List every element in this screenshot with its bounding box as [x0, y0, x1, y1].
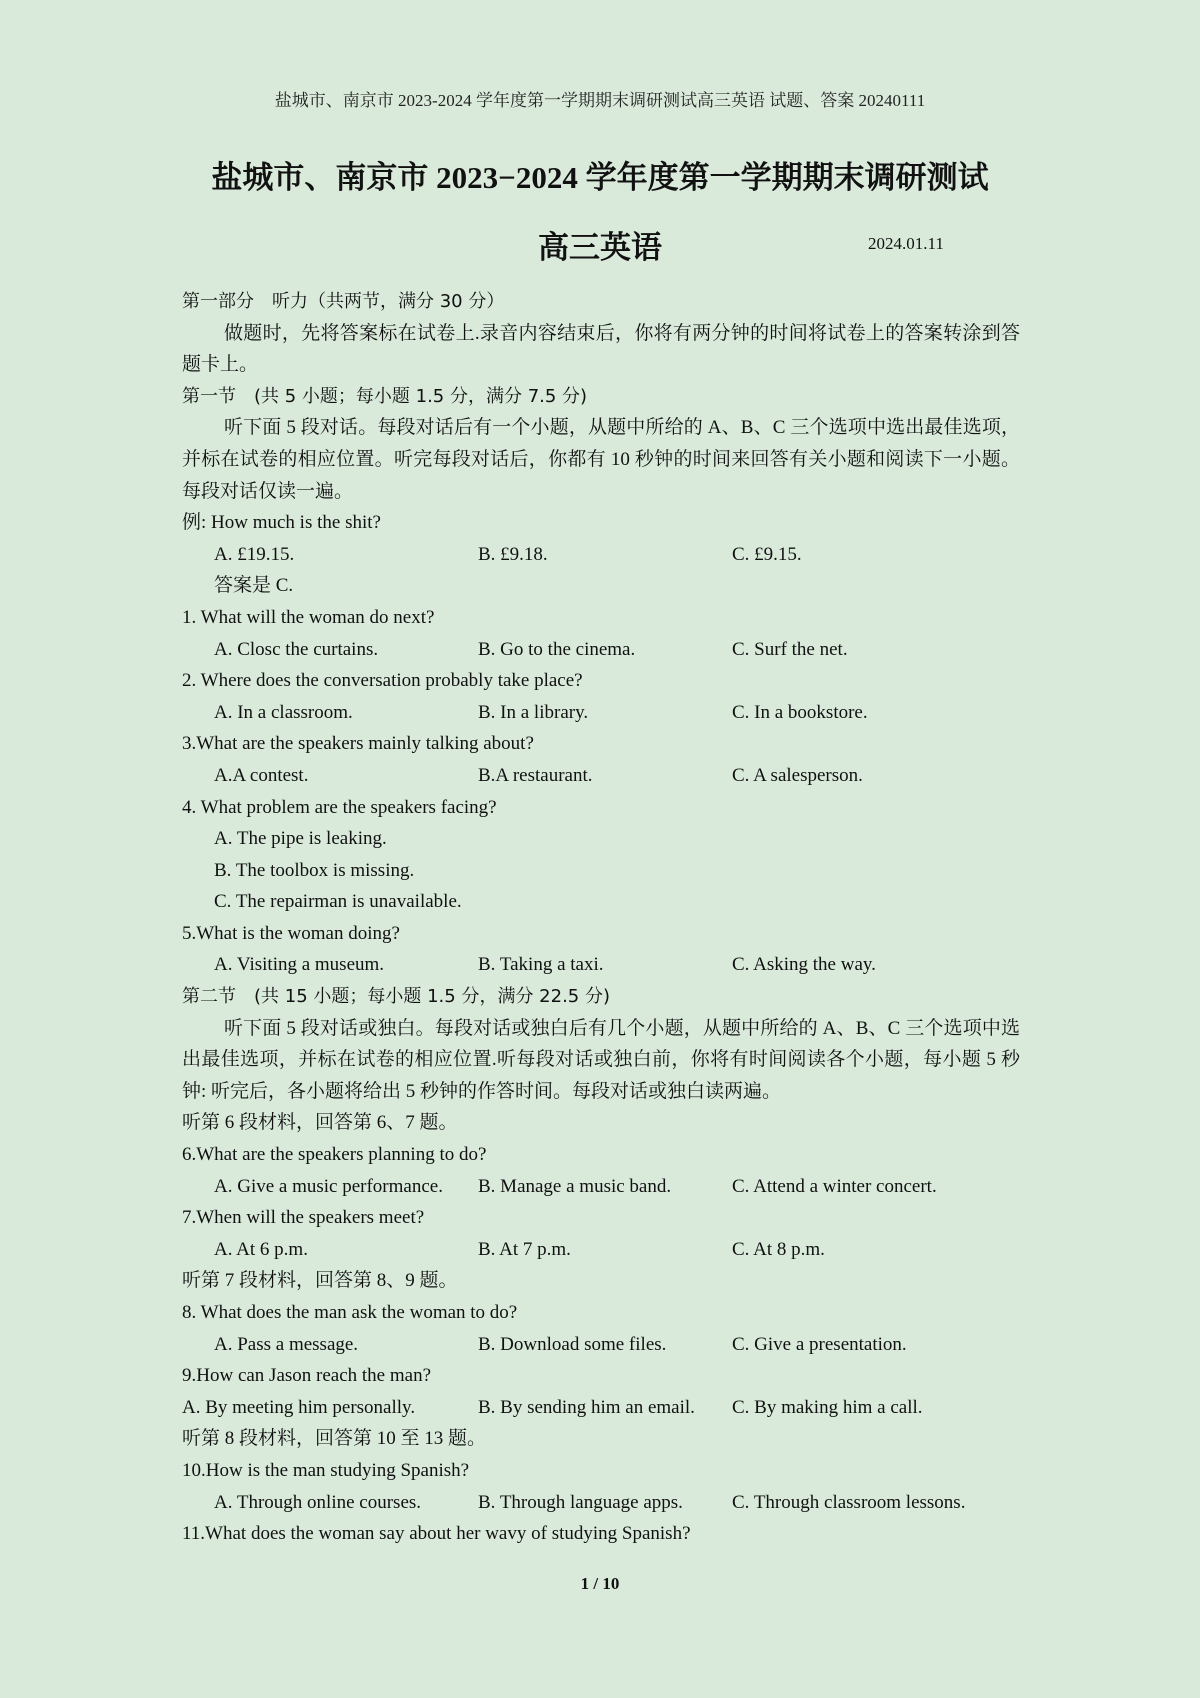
- running-header: 盐城市、南京市 2023-2024 学年度第一学期期末调研测试高三英语 试题、答案 20240111: [274, 91, 926, 110]
- question-3-options: [182, 760, 1020, 792]
- question-9: 9.How can Jason reach the man?: [182, 1365, 432, 1387]
- exam-date: 2024.01.11: [868, 234, 944, 253]
- option-b: B. Through language apps.: [478, 1491, 683, 1513]
- option-c: C. By making him a call.: [732, 1396, 923, 1418]
- question-7-options: [182, 1234, 1020, 1266]
- option-c: C. Surf the net.: [732, 638, 848, 660]
- question-1-options: [182, 634, 1020, 666]
- section2-instructions: 听下面 5 段对话或独白。每段对话或独白后有几个小题，从题中所给的 A、B、C 三个选项中选出最佳选项，并标在试卷的相应位置.听每段对话或独白前，你将有时间阅读各个小题，每小题 5 秒钟: 听完后，各小题将给出 5 秒钟的作答时间。每段对话或独白读两遍。: [182, 1017, 1020, 1102]
- option-b: B. Go to the cinema.: [478, 638, 636, 660]
- option-a: A. By meeting him personally.: [182, 1396, 416, 1418]
- question-8: 8. What does the man ask the woman to do?: [182, 1302, 518, 1323]
- exam-content: [182, 286, 1020, 1550]
- option-b: B. Taking a taxi.: [478, 954, 604, 976]
- question-6: 6.What are the speakers planning to do?: [182, 1144, 487, 1166]
- option-b: B. £9.18.: [478, 543, 548, 565]
- question-2: 2. Where does the conversation probably take place?: [182, 670, 583, 692]
- option-a: A. In a classroom.: [214, 701, 353, 723]
- option-b: B. In a library.: [478, 701, 589, 723]
- exam-subject: 高三英语: [538, 230, 662, 265]
- material-8-label: 听第 8 段材料，回答第 10 至 13 题。: [182, 1428, 487, 1450]
- section1-heading: 第一节 (共 5 小题；每小题 1.5 分，满分 7.5 分): [182, 385, 588, 407]
- question-11: 11.What does the woman say about her wavy of studying Spanish?: [182, 1523, 691, 1545]
- option-c: C. Through classroom lessons.: [732, 1491, 966, 1513]
- option-b: B. At 7 p.m.: [478, 1238, 571, 1260]
- section1-instructions: 听下面 5 段对话。每段对话后有一个小题，从题中所给的 A、B、C 三个选项中选出最佳选项，并标在试卷的相应位置。听完每段对话后，你都有 10 秒钟的时间来回答有关小题和阅读下一小题。每段对话仅读一遍。: [182, 417, 1020, 502]
- question-1: 1. What will the woman do next?: [182, 606, 435, 628]
- option-a: A.A contest.: [214, 764, 309, 786]
- option-c: C. In a bookstore.: [732, 701, 868, 723]
- option-a: A. Visiting a museum.: [214, 954, 385, 976]
- question-4: 4. What problem are the speakers facing?: [182, 796, 497, 818]
- question-10-options: [182, 1487, 1020, 1519]
- question-8-options: [182, 1329, 1020, 1361]
- question-3: 3.What are the speakers mainly talking about?: [182, 733, 534, 755]
- material-6-label: 听第 6 段材料，回答第 6、7 题。: [182, 1112, 458, 1134]
- material-7-label: 听第 7 段材料，回答第 8、9 题。: [182, 1270, 458, 1292]
- option-a: A. £19.15.: [214, 543, 295, 565]
- option-c: C. Give a presentation.: [732, 1333, 907, 1355]
- option-c: C. Asking the way.: [732, 954, 876, 976]
- option-a: A. Give a music performance.: [214, 1175, 443, 1197]
- part1-instructions: 做题时，先将答案标在试卷上.录音内容结束后，你将有两分钟的时间将试卷上的答案转涂到答题卡上。: [182, 322, 1020, 376]
- question-9-options: [182, 1392, 1020, 1424]
- example-answer: 答案是 C.: [214, 575, 294, 597]
- option-a: A. At 6 p.m.: [214, 1238, 308, 1260]
- exam-title: 盐城市、南京市 2023−2024 学年度第一学期期末调研测试: [211, 160, 989, 195]
- page-number: 1 / 10: [580, 1574, 620, 1593]
- question-6-options: [182, 1171, 1020, 1203]
- option-a: A. The pipe is leaking.: [214, 828, 387, 850]
- section2-heading: 第二节 (共 15 小题；每小题 1.5 分，满分 22.5 分): [182, 986, 610, 1008]
- question-5-options: [182, 949, 1020, 981]
- question-10: 10.How is the man studying Spanish?: [182, 1459, 470, 1481]
- option-b: B. Download some files.: [478, 1333, 667, 1355]
- option-b: B. By sending him an email.: [478, 1396, 695, 1418]
- option-c: C. Attend a winter concert.: [732, 1175, 937, 1197]
- option-a: A. Through online courses.: [214, 1491, 422, 1513]
- question-7: 7.When will the speakers meet?: [182, 1207, 425, 1229]
- option-c: C. At 8 p.m.: [732, 1238, 825, 1260]
- option-b: B. The toolbox is missing.: [214, 859, 415, 881]
- question-2-options: [182, 697, 1020, 729]
- question-5: 5.What is the woman doing?: [182, 922, 400, 944]
- option-b: B. Manage a music band.: [478, 1175, 672, 1197]
- option-c: C. The repairman is unavailable.: [214, 891, 462, 913]
- part1-heading: 第一部分 听力（共两节，满分 30 分）: [182, 291, 505, 312]
- example-question: 例: How much is the shit?: [182, 512, 381, 534]
- option-a: A. Pass a message.: [214, 1333, 359, 1355]
- option-a: A. Closc the curtains.: [214, 638, 379, 660]
- option-b: B.A restaurant.: [478, 764, 593, 786]
- option-c: C. £9.15.: [732, 543, 802, 565]
- option-c: C. A salesperson.: [732, 764, 863, 786]
- example-options: [182, 539, 1020, 571]
